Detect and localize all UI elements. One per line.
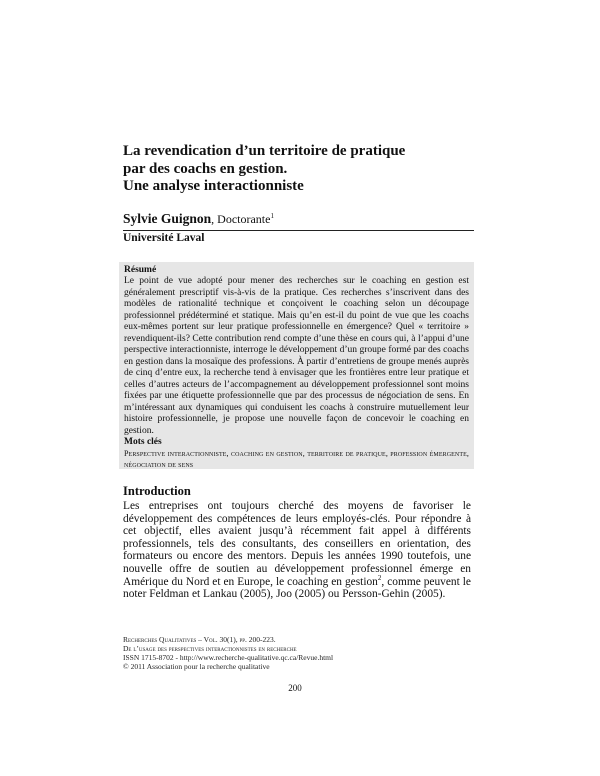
author-role-text: , Doctorante: [211, 212, 271, 226]
introduction-paragraph: [123, 500, 471, 601]
title-line: Une analyse interactionniste: [123, 178, 304, 194]
footer-issue-title: De l’usage des perspectives interactionnistes en recherche: [123, 644, 297, 653]
title-line: par des coachs en gestion.: [123, 160, 288, 177]
article-title: [123, 143, 483, 196]
footer-issn-url[interactable]: ISSN 1715-8702 - http://www.recherche-qualitative.qc.ca/Revue.html: [123, 653, 334, 662]
title-line: La revendication d’un territoire de pratique: [123, 143, 406, 159]
abstract-text: Le point de vue adopté pour mener des recherches sur le coaching en gestion est généralement prescriptif vis-à-vis de la pratique. Ces recherches s’inscrivent dans des modèles de rationalité technique et conçoivent le coaching selon un découpage professionnel prédéterminé et statique. Mais qu’en est-il du point de vue que les coachs eux-mêmes portent sur leur pratique professionnelle en émergence? Quel « territoire » revendiquent-ils? Cette contribution rend compte d’une thèse en cours qui, à l’appui d’une perspective interactionniste, interroge le développement d’un groupe formé par des coachs en gestion dans la mosaïque des professions. À partir d’entretiens de groupe menés auprès de cinq d’entre eux, la recherche tend à envisager que les frontières entre leur pratique et celles d’autres acteurs de l’accompagnement au développement professionnel sont moins fixées par une étiquette professionnelle que par des processus de négociation de sens. En m’intéressant aux dynamiques qui conduisent les coachs à construire mutuellement leur histoire professionnelle, je propose une nouvelle façon de concevoir le coaching en gestion.: [124, 276, 469, 436]
journal-footer: [123, 635, 473, 671]
page-number: 200: [288, 683, 302, 693]
footnote-mark[interactable]: 2: [377, 573, 382, 582]
footer-copyright: © 2011 Association pour la recherche qualitative: [123, 662, 270, 671]
keywords-heading: Mots clés: [124, 437, 162, 447]
section-heading-introduction: Introduction: [123, 484, 191, 498]
author-role: [211, 212, 274, 226]
affiliation: Université Laval: [123, 232, 205, 244]
introduction-text-part1: Les entreprises ont toujours cherché des moyens de favoriser le développement des compétences de leurs employés-clés. Pour répondre à cet objectif, elles avaient jusqu’à récemment fait appel à différents professionnels, tels des consultants, des conseillers en orientation, des formateurs ou encore des mentors. Depuis les années 1990 toutefois, une nouvelle offre de soutien au développement professionnel émerge en Amérique du Nord et en Europe, le coaching en gestion: [123, 500, 471, 588]
footer-journal-line: Recherches Qualitatives – Vol. 30(1), pp. 200-223.: [123, 635, 276, 644]
author-footnote-mark[interactable]: 1: [270, 212, 274, 220]
author-name: Sylvie Guignon: [123, 211, 212, 226]
abstract-heading: Résumé: [124, 265, 157, 275]
author-line: [123, 209, 474, 231]
keywords-text: Perspective interactionniste, coaching en gestion, territoire de pratique, profession émergente, négociation de sens: [124, 449, 469, 469]
introduction-text-part2: , comme peuvent le noter Feldman et Lankau (2005), Joo (2005) ou Persson-Gehin (2005).: [123, 575, 471, 601]
abstract-box: [119, 262, 474, 469]
